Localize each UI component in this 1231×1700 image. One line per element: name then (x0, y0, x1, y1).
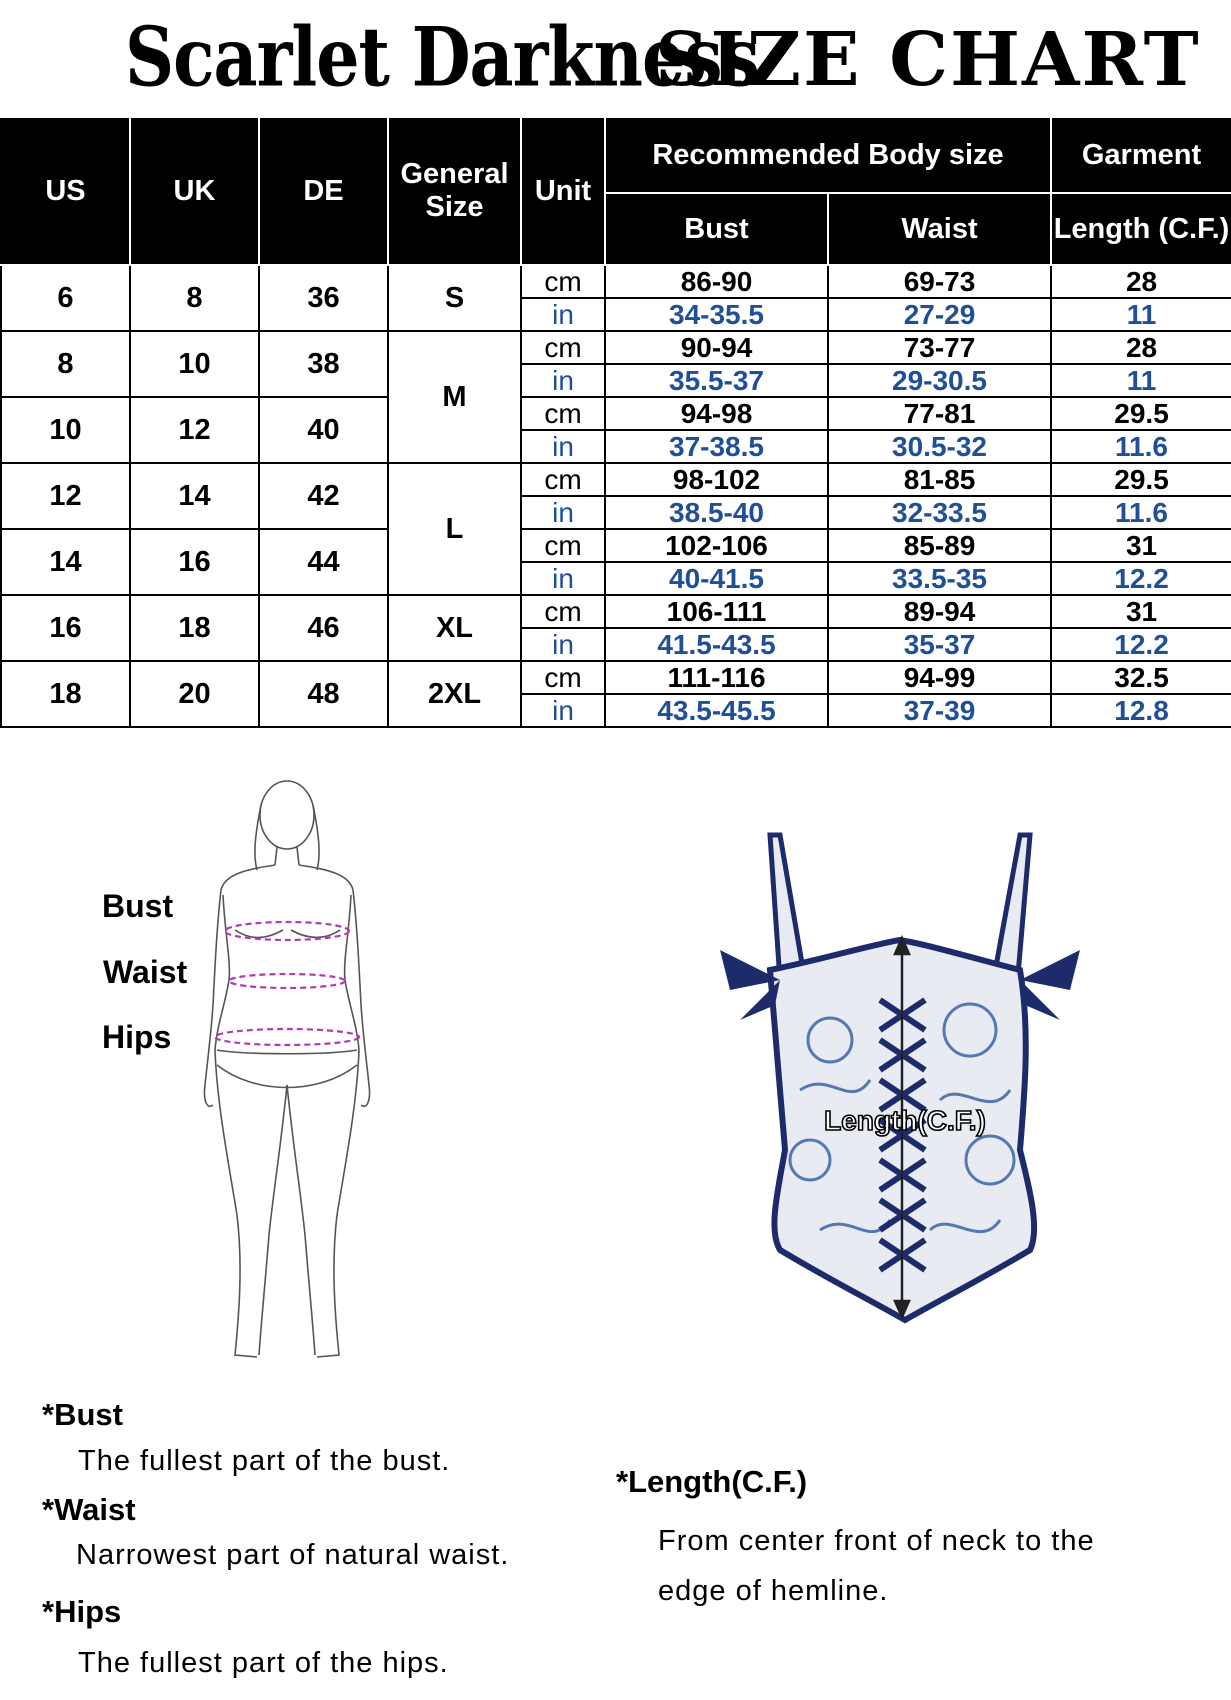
cell-length: 31 (1051, 595, 1231, 628)
header-unit: Unit (521, 117, 605, 265)
brand-logo: Scarlet Darkness (125, 9, 759, 106)
header-us: US (1, 117, 130, 265)
cell-uk: 16 (130, 529, 259, 595)
cell-us: 14 (1, 529, 130, 595)
cell-unit: cm (521, 595, 605, 628)
cell-waist: 37-39 (828, 694, 1051, 727)
definition-waist-text: Narrowest part of natural waist. (76, 1539, 510, 1571)
cell-waist: 89-94 (828, 595, 1051, 628)
cell-de: 38 (259, 331, 388, 397)
cell-de: 44 (259, 529, 388, 595)
cell-waist: 29-30.5 (828, 364, 1051, 397)
cell-length: 11 (1051, 364, 1231, 397)
figure-waist-label: Waist (103, 954, 188, 990)
cell-waist: 27-29 (828, 298, 1051, 331)
cell-bust: 102-106 (605, 529, 828, 562)
cell-length: 32.5 (1051, 661, 1231, 694)
table-row (1, 397, 1231, 430)
cell-waist: 69-73 (828, 265, 1051, 298)
cell-unit: in (521, 694, 605, 727)
definition-waist-term: *Waist (42, 1492, 136, 1527)
cell-waist: 81-85 (828, 463, 1051, 496)
cell-unit: in (521, 364, 605, 397)
cell-bust: 86-90 (605, 265, 828, 298)
corset-length-label: Length(C.F.) (824, 1105, 986, 1136)
header-garment: Garment (1051, 117, 1231, 193)
cell-us: 10 (1, 397, 130, 463)
cell-bust: 90-94 (605, 331, 828, 364)
cell-size: M (388, 331, 521, 463)
cell-bust: 94-98 (605, 397, 828, 430)
cell-us: 18 (1, 661, 130, 727)
cell-unit: in (521, 298, 605, 331)
body-figure-illustration (195, 765, 380, 1365)
cell-unit: in (521, 496, 605, 529)
cell-bust: 38.5-40 (605, 496, 828, 529)
cell-unit: cm (521, 265, 605, 298)
cell-unit: in (521, 430, 605, 463)
cell-uk: 14 (130, 463, 259, 529)
cell-size: L (388, 463, 521, 595)
cell-waist: 30.5-32 (828, 430, 1051, 463)
cell-bust: 43.5-45.5 (605, 694, 828, 727)
cell-unit: cm (521, 331, 605, 364)
cell-uk: 20 (130, 661, 259, 727)
cell-waist: 77-81 (828, 397, 1051, 430)
cell-de: 42 (259, 463, 388, 529)
cell-us: 6 (1, 265, 130, 331)
cell-bust: 37-38.5 (605, 430, 828, 463)
cell-unit: cm (521, 397, 605, 430)
cell-unit: cm (521, 661, 605, 694)
cell-length: 12.2 (1051, 628, 1231, 661)
cell-size: XL (388, 595, 521, 661)
cell-bust: 34-35.5 (605, 298, 828, 331)
definition-bust-text: The fullest part of the bust. (78, 1445, 451, 1477)
cell-bust: 41.5-43.5 (605, 628, 828, 661)
cell-unit: cm (521, 529, 605, 562)
cell-waist: 32-33.5 (828, 496, 1051, 529)
cell-waist: 73-77 (828, 331, 1051, 364)
cell-us: 8 (1, 331, 130, 397)
cell-size: S (388, 265, 521, 331)
cell-uk: 12 (130, 397, 259, 463)
cell-length: 11 (1051, 298, 1231, 331)
cell-waist: 35-37 (828, 628, 1051, 661)
cell-size: 2XL (388, 661, 521, 727)
definition-bust-term: *Bust (42, 1397, 123, 1432)
table-row (1, 595, 1231, 628)
cell-waist: 85-89 (828, 529, 1051, 562)
cell-uk: 18 (130, 595, 259, 661)
table-row (1, 529, 1231, 562)
cell-de: 36 (259, 265, 388, 331)
cell-bust: 35.5-37 (605, 364, 828, 397)
header-bust: Bust (605, 193, 828, 265)
cell-us: 12 (1, 463, 130, 529)
header-length: Length (C.F.) (1051, 193, 1231, 265)
cell-unit: in (521, 628, 605, 661)
cell-bust: 98-102 (605, 463, 828, 496)
table-row (1, 331, 1231, 364)
size-table (0, 116, 1231, 728)
cell-waist: 94-99 (828, 661, 1051, 694)
header-uk: UK (130, 117, 259, 265)
header-recommended: Recommended Body size (605, 117, 1051, 193)
cell-waist: 33.5-35 (828, 562, 1051, 595)
cell-length: 11.6 (1051, 496, 1231, 529)
cell-length: 29.5 (1051, 463, 1231, 496)
table-row (1, 661, 1231, 694)
cell-length: 28 (1051, 265, 1231, 298)
cell-uk: 10 (130, 331, 259, 397)
cell-bust: 106-111 (605, 595, 828, 628)
table-row (1, 463, 1231, 496)
page-title: SIZE CHART (655, 17, 1201, 103)
cell-unit: in (521, 562, 605, 595)
cell-de: 40 (259, 397, 388, 463)
definition-length-term: *Length(C.F.) (616, 1464, 808, 1499)
cell-length: 11.6 (1051, 430, 1231, 463)
cell-uk: 8 (130, 265, 259, 331)
cell-de: 48 (259, 661, 388, 727)
cell-length: 31 (1051, 529, 1231, 562)
table-row (1, 265, 1231, 298)
cell-us: 16 (1, 595, 130, 661)
corset-illustration (720, 830, 1110, 1330)
definition-length-text-line1: From center front of neck to the (658, 1525, 1095, 1557)
cell-bust: 40-41.5 (605, 562, 828, 595)
figure-bust-label: Bust (102, 888, 174, 924)
header-waist: Waist (828, 193, 1051, 265)
cell-length: 12.2 (1051, 562, 1231, 595)
header-general-size: General Size (388, 117, 521, 265)
cell-bust: 111-116 (605, 661, 828, 694)
cell-length: 29.5 (1051, 397, 1231, 430)
definition-length-text-line2: edge of hemline. (658, 1575, 889, 1607)
cell-length: 12.8 (1051, 694, 1231, 727)
definition-hips-text: The fullest part of the hips. (78, 1647, 449, 1679)
cell-length: 28 (1051, 331, 1231, 364)
cell-unit: cm (521, 463, 605, 496)
figure-hips-label: Hips (102, 1019, 172, 1055)
definition-hips-term: *Hips (42, 1594, 122, 1629)
cell-de: 46 (259, 595, 388, 661)
header-de: DE (259, 117, 388, 265)
